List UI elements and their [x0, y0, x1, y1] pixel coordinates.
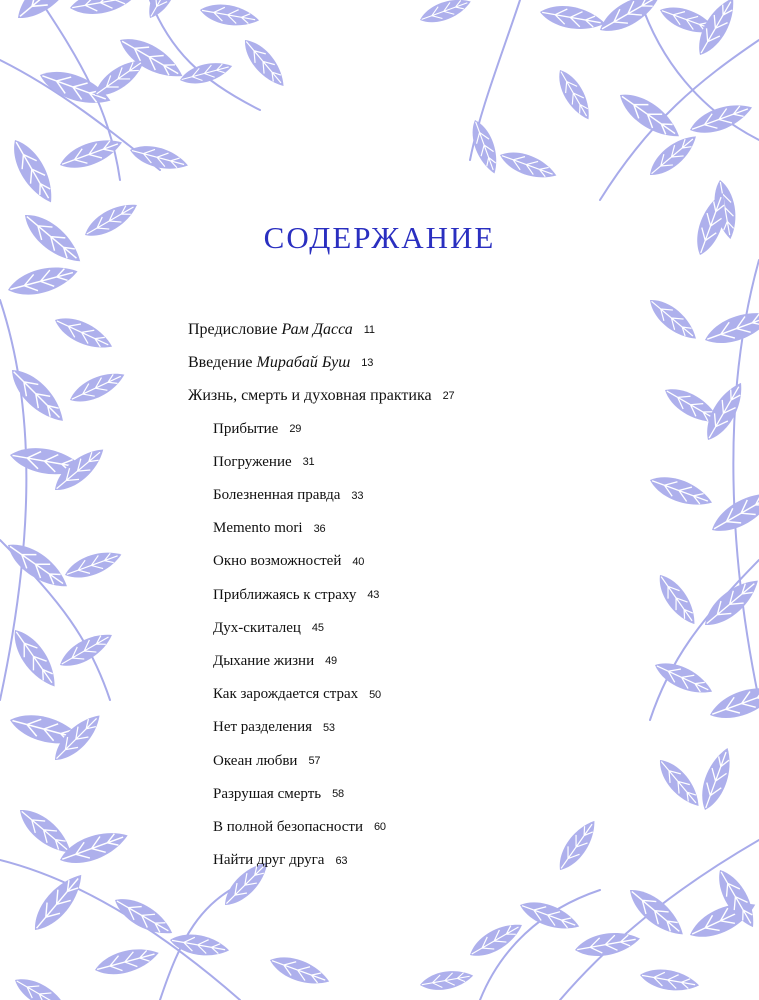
toc-entry: [188, 379, 454, 412]
toc-entry-title: Прибытие: [213, 420, 279, 437]
toc-entry-author: Мирабай Буш: [256, 353, 351, 371]
toc-entry-title: Жизнь, смерть и духовная практика: [188, 386, 432, 404]
toc-entry-title: Введение: [188, 353, 253, 371]
toc-entry-page-number: 40: [352, 555, 365, 568]
toc-entry: [188, 844, 454, 877]
toc-entry-page-number: 29: [289, 423, 302, 436]
toc-entry: [188, 479, 454, 512]
toc-entry-page-number: 58: [332, 788, 344, 801]
toc-entry-page-number: 33: [351, 489, 364, 502]
toc-entry: [188, 678, 454, 711]
toc-entry: [188, 778, 454, 811]
toc-entry-title: Приближаясь к страху: [213, 586, 357, 603]
toc-entry: [188, 413, 454, 446]
toc-entry-title: Найти друг друга: [213, 852, 325, 869]
toc-entry-page-number: 57: [308, 755, 321, 768]
toc-entry-page-number: 13: [361, 356, 374, 369]
toc-entry-title: В полной безопасности: [213, 818, 363, 835]
toc-entry: [188, 545, 454, 578]
toc-entry-page-number: 27: [442, 389, 455, 402]
toc-entry-page-number: 53: [323, 721, 335, 734]
toc-entry-title: Погружение: [213, 453, 292, 470]
toc-entry-title: Нет разделения: [213, 719, 312, 736]
toc-entry-title: Дыхание жизни: [213, 652, 315, 669]
toc-entry: [188, 811, 454, 844]
toc-entry: [188, 744, 454, 777]
toc-list: [188, 313, 454, 877]
toc-entry-title: Как зарождается страх: [213, 686, 359, 703]
toc-entry-author: Рам Дасса: [281, 320, 353, 338]
toc-entry: [188, 579, 454, 612]
toc-entry-page-number: 63: [335, 854, 348, 867]
toc-entry-page-number: 49: [325, 655, 337, 668]
page-title: СОДЕРЖАНИЕ: [263, 220, 496, 255]
toc-entry-title: Предисловие: [188, 320, 278, 338]
toc-entry-page-number: 60: [373, 821, 386, 834]
toc-entry: [188, 645, 454, 678]
toc-entry: [188, 313, 454, 346]
toc-entry-title: Океан любви: [213, 752, 298, 769]
toc-entry-title: Разрушая смерть: [213, 785, 322, 802]
toc-entry: [188, 512, 454, 545]
toc-entry-page-number: 31: [302, 456, 315, 469]
toc-entry: [188, 346, 454, 379]
toc-entry-title: Болезненная правда: [213, 487, 341, 504]
toc-entry: [188, 612, 454, 645]
toc-entry-page-number: 45: [311, 622, 324, 635]
toc-entry-title: Memento mori: [213, 520, 303, 537]
toc-entry-page-number: 43: [367, 589, 380, 602]
toc-entry-page-number: 11: [363, 323, 375, 336]
toc-entry: [188, 711, 454, 744]
toc-entry: [188, 446, 454, 479]
toc-entry-page-number: 36: [313, 522, 326, 535]
toc-entry-page-number: 50: [369, 688, 381, 701]
toc-entry-title: Окно возможностей: [213, 553, 342, 570]
toc-entry-title: Дух-скиталец: [213, 619, 301, 636]
